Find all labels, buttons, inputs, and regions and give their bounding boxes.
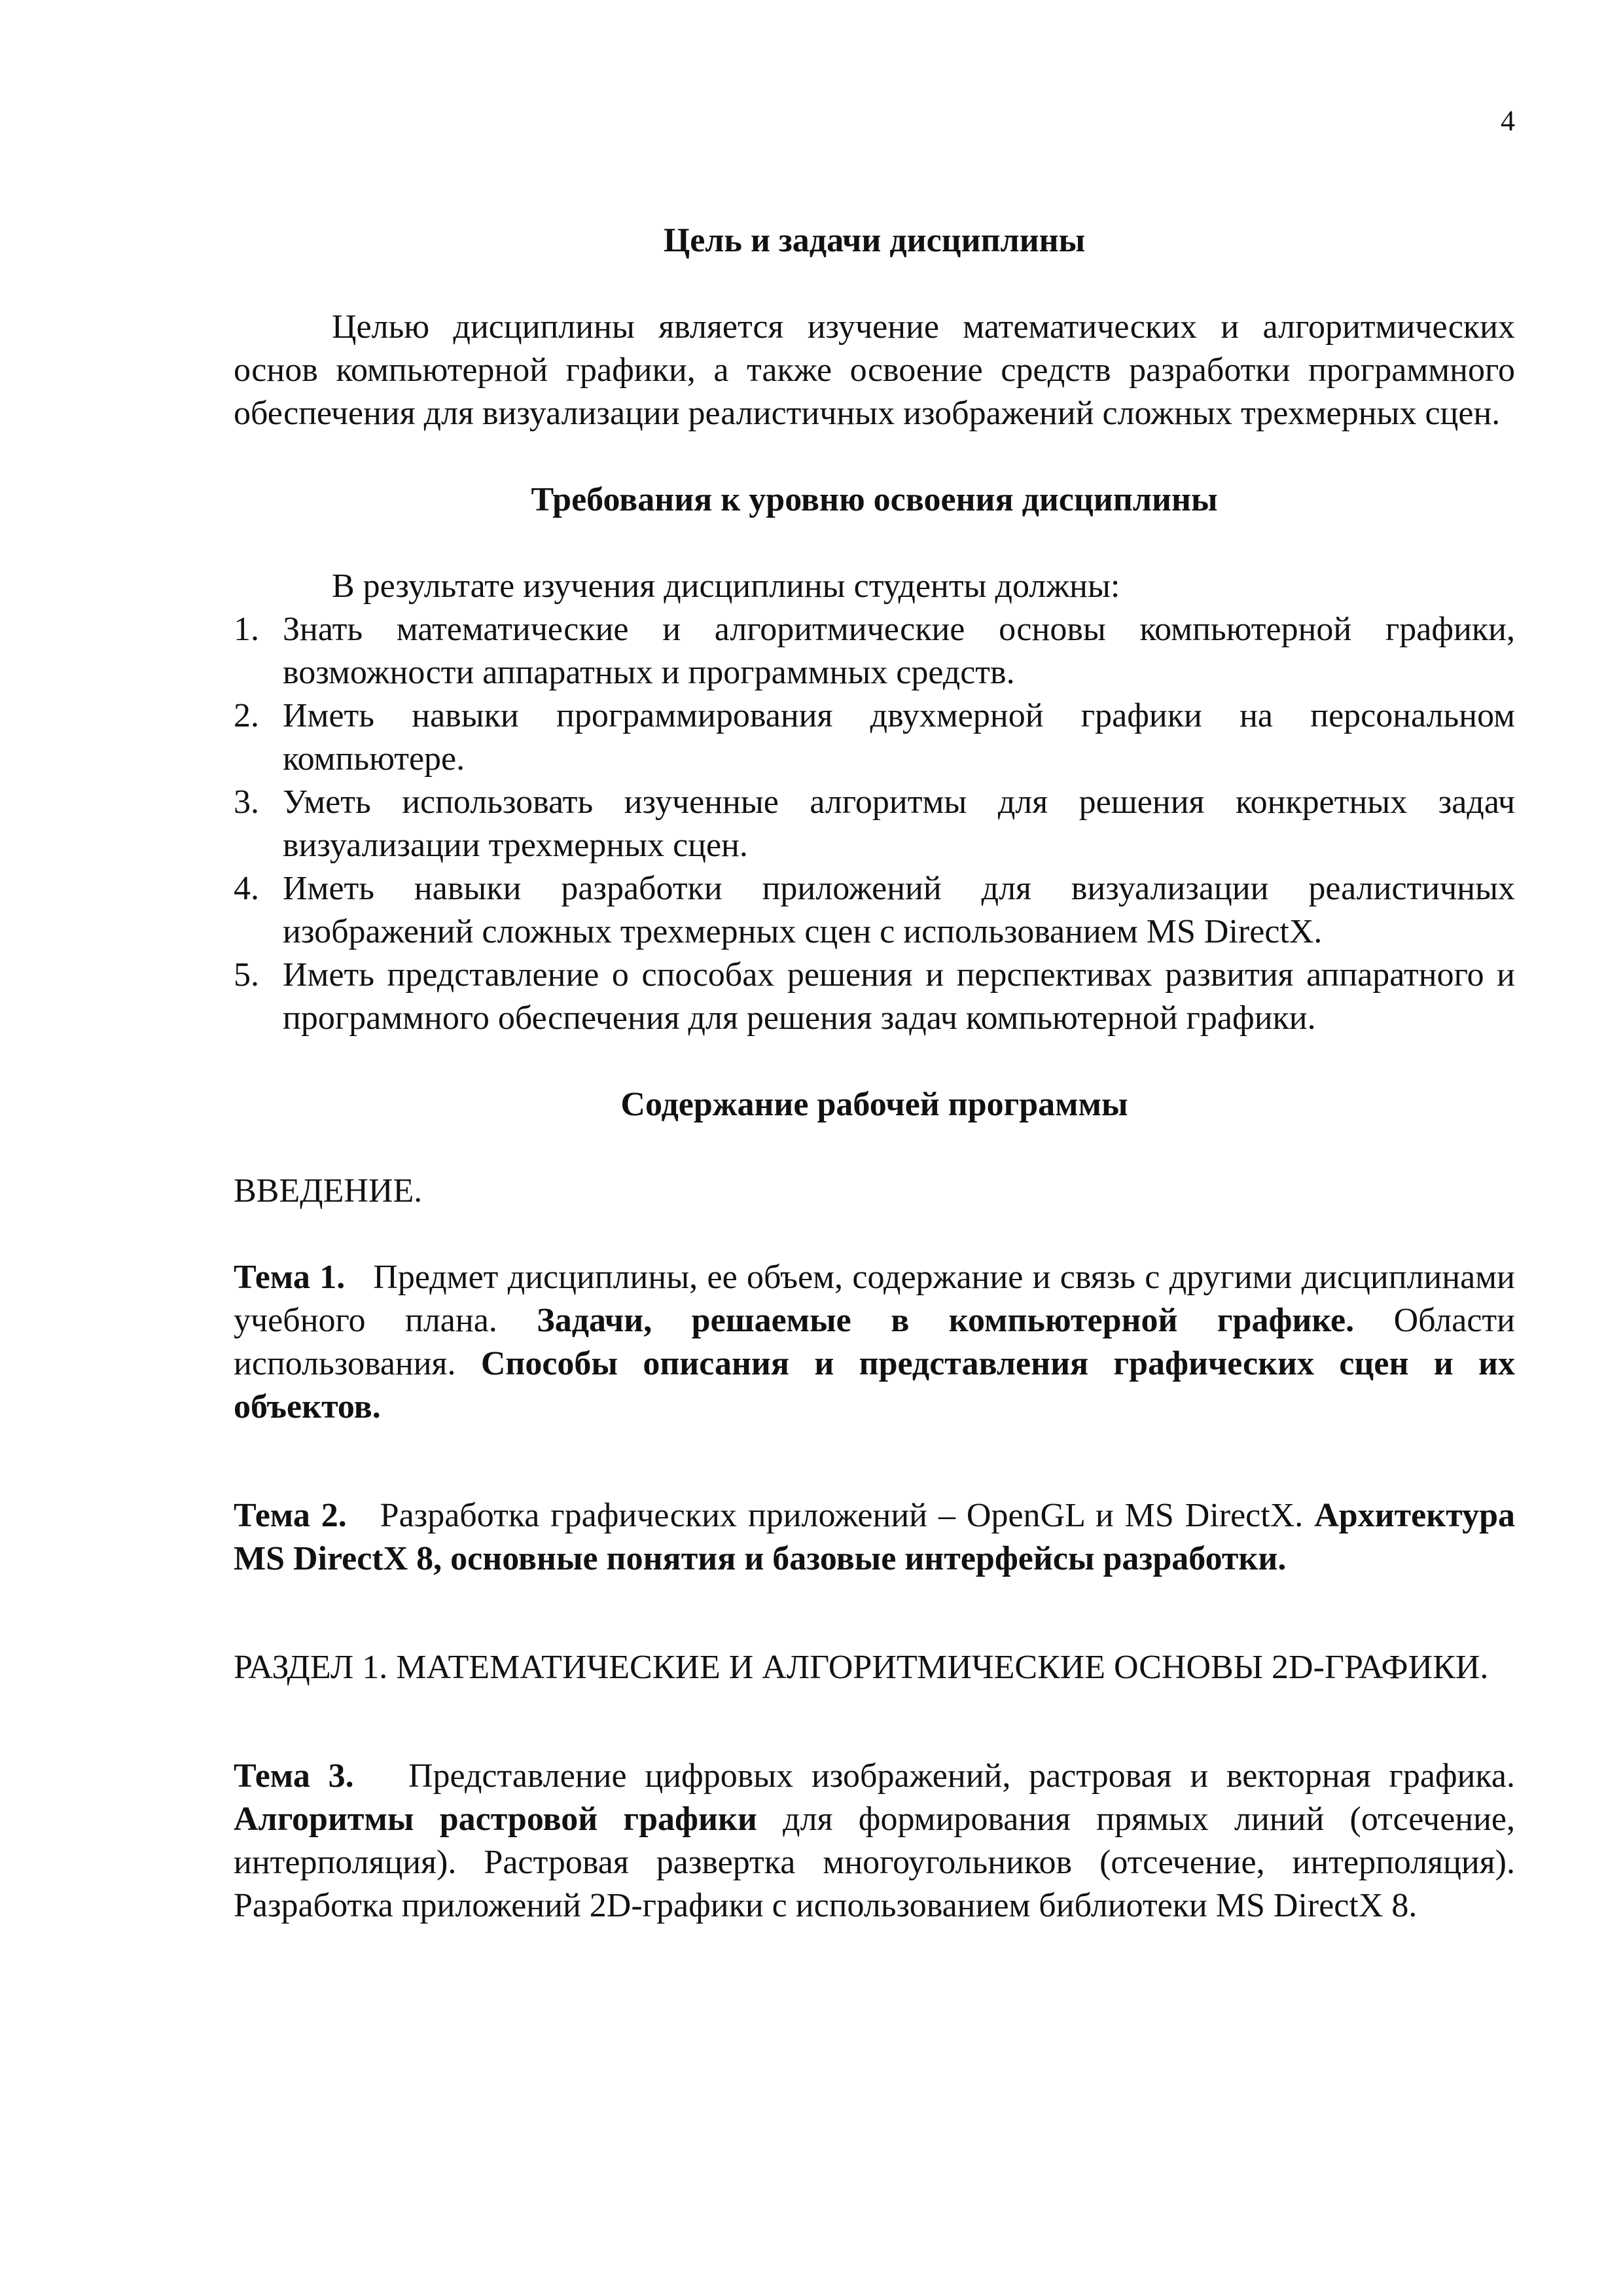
topic-1-label: Тема 1.	[234, 1259, 346, 1296]
list-item-text: Иметь навыки программирования двухмерной графики на персональном компьютере.	[283, 697, 1515, 778]
topic-2-bold-text: Архитектура MS DirectX 8, основные понятия и базовые интерфейсы разработки.	[234, 1497, 1515, 1577]
requirements-list	[234, 608, 1515, 1040]
list-item	[234, 781, 1515, 867]
list-item-number: 5.	[234, 956, 259, 994]
list-item-number: 2.	[234, 697, 259, 734]
goal-heading: Цель и задачи дисциплины	[663, 222, 1086, 259]
list-item-number: 1.	[234, 611, 259, 648]
topic-3-paragraph	[234, 1755, 1515, 1928]
requirements-intro: В результате изучения дисциплины студенты должны:	[332, 567, 1120, 605]
list-item	[234, 694, 1515, 781]
content-heading: Содержание рабочей программы	[620, 1086, 1128, 1123]
goal-paragraph: Целью дисциплины является изучение математических и алгоритмических основ компьютерной графики, а также освоение средств разработки программного обеспечения для визуализации реалистичных изображений сложных трехмерных сцен.	[234, 308, 1515, 432]
topic-2-label: Тема 2.	[234, 1497, 347, 1534]
topic-3-label: Тема 3.	[234, 1757, 354, 1795]
list-item-text: Иметь навыки разработки приложений для визуализации реалистичных изображений сложных трехмерных сцен с использованием MS DirectX.	[283, 870, 1515, 950]
intro-label: ВВЕДЕНИЕ.	[234, 1172, 423, 1210]
requirements-heading: Требования к уровню освоения дисциплины	[531, 481, 1218, 518]
list-item-number: 3.	[234, 783, 259, 821]
page-content	[234, 219, 1515, 1928]
list-item-number: 4.	[234, 870, 259, 907]
topic-1-text: Предмет дисциплины, ее объем, содержание и связь с другими дисциплинами учебного плана.	[234, 1259, 1516, 1339]
list-item-text: Иметь представление о способах решения и перспективах развития аппаратного и программного обеспечения для решения задач компьютерной графики.	[283, 956, 1515, 1037]
list-item-text: Знать математические и алгоритмические основы компьютерной графики, возможности аппаратных и программных средств.	[283, 611, 1515, 691]
topic-3-text: Представление цифровых изображений, растровая и векторная графика.	[408, 1757, 1515, 1795]
topic-2-text: Разработка графических приложений – OpenGL и MS DirectX.	[380, 1497, 1304, 1534]
list-item	[234, 954, 1515, 1040]
topic-2-paragraph	[234, 1494, 1515, 1581]
list-item	[234, 867, 1515, 954]
list-item	[234, 608, 1515, 694]
topic-1-bold-text: Задачи, решаемые в компьютерной графике.	[537, 1302, 1355, 1339]
list-item-text: Уметь использовать изученные алгоритмы для решения конкретных задач визуализации трехмерных сцен.	[283, 783, 1515, 864]
section-1-heading: РАЗДЕЛ 1. МАТЕМАТИЧЕСКИЕ И АЛГОРИТМИЧЕСКИЕ ОСНОВЫ 2D-ГРАФИКИ.	[234, 1649, 1489, 1686]
topic-1-paragraph	[234, 1256, 1515, 1429]
topic-1-text-2: Области использования.	[234, 1302, 1515, 1382]
page-number: 4	[1501, 105, 1515, 137]
topic-3-bold-text: Алгоритмы растровой графики	[234, 1801, 757, 1838]
topic-3-text-2: для формирования прямых линий (отсечение, интерполяция). Растровая развертка многоугольников (отсечение, интерполяция). Разработка приложений 2D-графики с использованием библиотеки MS DirectX 8.	[234, 1801, 1516, 1924]
topic-1-bold-text-2: Способы описания и представления графических сцен и их объектов.	[234, 1345, 1515, 1426]
